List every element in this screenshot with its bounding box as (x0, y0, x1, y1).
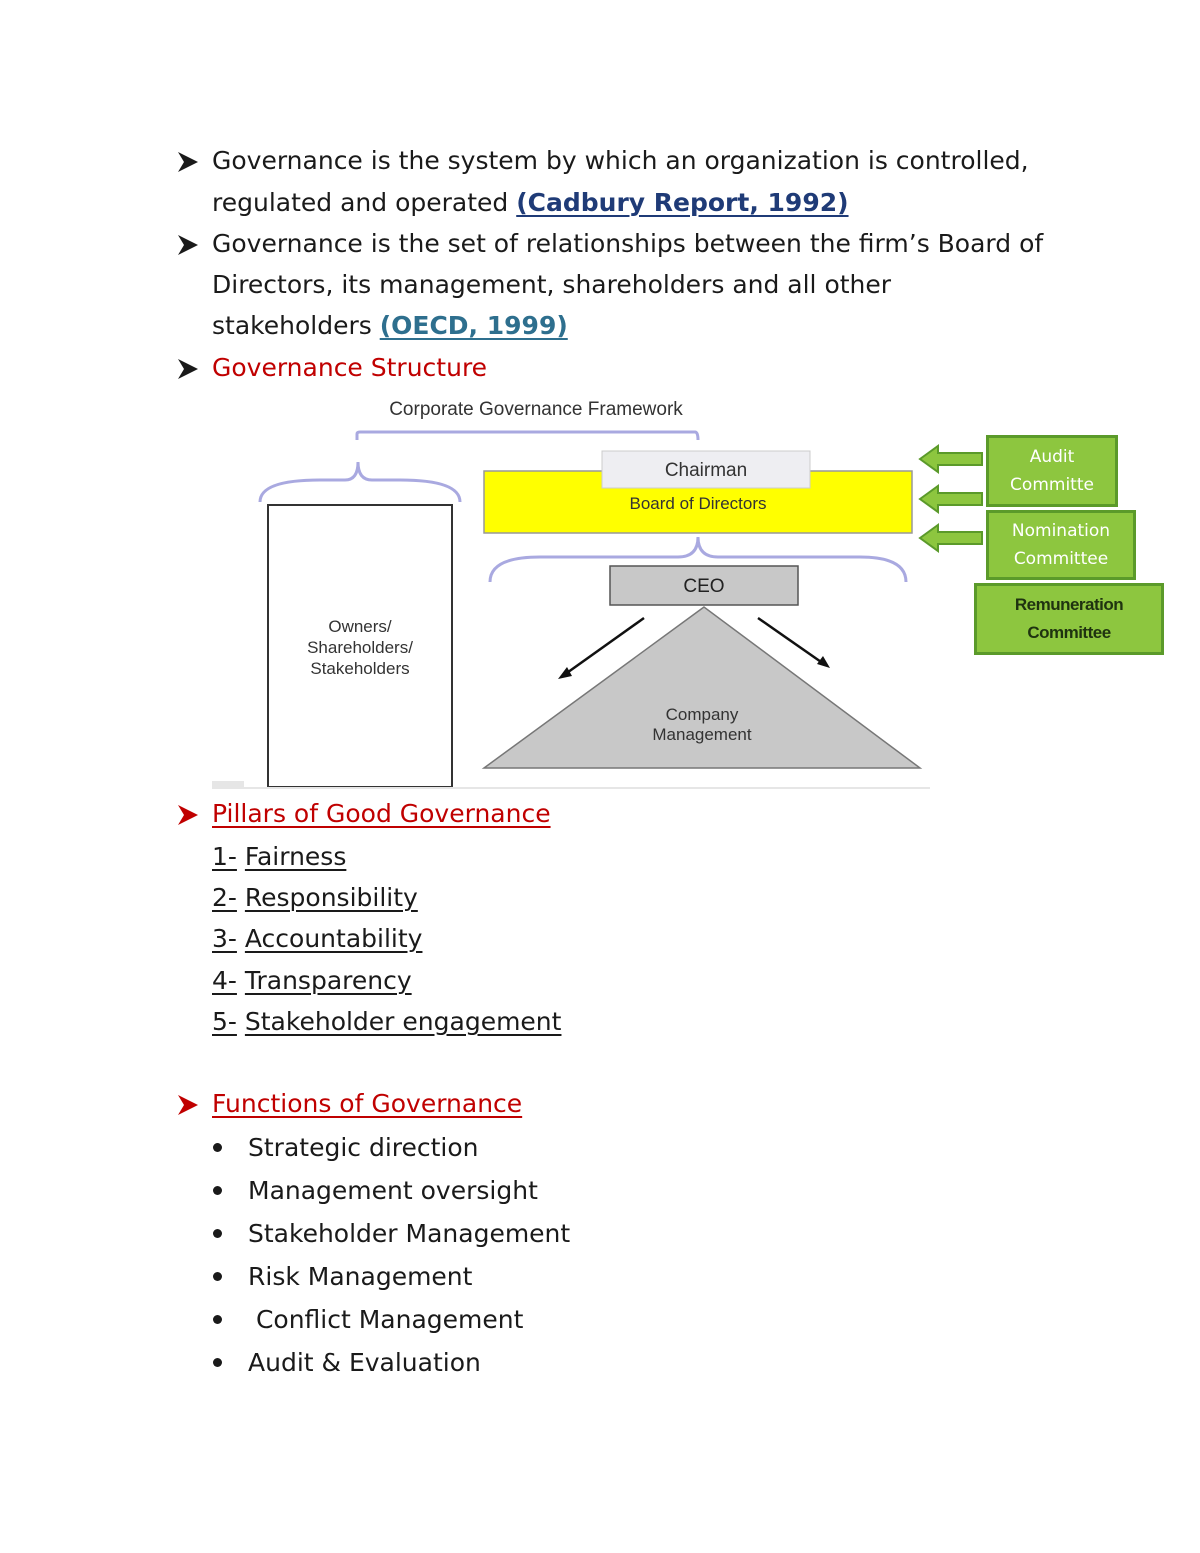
text-line: regulated and operated (212, 188, 517, 217)
pillar-number: 2- (212, 883, 237, 912)
board-label: Board of Directors (629, 494, 767, 513)
arrow-bullet-icon (176, 150, 200, 174)
owners-label-1: Owners/ (328, 617, 392, 636)
committee-pointer-arrow-icon (920, 525, 982, 551)
arrow-bullet-red-icon (176, 1093, 200, 1117)
text-line: Governance is the system by which an organization is controlled, (212, 146, 1029, 175)
pillar-label: Fairness (244, 842, 347, 871)
pillar-label: Stakeholder engagement (244, 1007, 562, 1036)
function-item: Management oversight (248, 1176, 538, 1205)
pillar-item (212, 883, 418, 913)
functions-heading: Functions of Governance (212, 1089, 523, 1118)
ceo-label: CEO (683, 576, 725, 597)
bullet-dot-icon (213, 1186, 222, 1195)
remuneration-committee-box (974, 583, 1164, 655)
pillars-heading: Pillars of Good Governance (212, 799, 551, 828)
bullet-dot-icon (213, 1315, 222, 1324)
pillar-item (212, 1007, 561, 1037)
committee-label: Remuneration (1014, 595, 1124, 614)
committee-label: Committee (1027, 623, 1111, 642)
diagram-title: Corporate Governance Framework (389, 399, 683, 420)
owners-label-2: Shareholders/ (307, 638, 413, 657)
pillar-item (212, 924, 422, 954)
bullet-dot-icon (213, 1229, 222, 1238)
audit-committee-box (986, 435, 1118, 507)
pillar-number: 3- (212, 924, 237, 953)
governance-definition-2-cont (212, 270, 891, 300)
committee-pointer-arrow-icon (920, 446, 982, 472)
committee-label: Committee (1013, 549, 1109, 569)
pillar-item (212, 842, 346, 872)
owners-label-3: Stakeholders (310, 659, 410, 678)
pillar-label: Accountability (244, 924, 423, 953)
committee-label: Audit (1029, 447, 1075, 467)
top-bracket (357, 432, 698, 440)
function-item: Risk Management (248, 1262, 473, 1291)
governance-definition-1 (212, 146, 1029, 176)
bullet-dot-icon (213, 1272, 222, 1281)
pillar-label: Transparency (244, 966, 412, 995)
pillar-number: 5- (212, 1007, 237, 1036)
governance-definition-2-cont2 (212, 311, 568, 341)
function-item: Conflict Management (248, 1305, 524, 1334)
function-item: Audit & Evaluation (248, 1348, 481, 1377)
text-line: Directors, its management, shareholders and all other (212, 270, 892, 299)
bullet-dot-icon (213, 1358, 222, 1367)
pillar-number: 4- (212, 966, 237, 995)
pillar-item (212, 966, 412, 996)
text-line: Governance is the set of relationships between the firm’s Board of (212, 229, 1044, 258)
function-item: Strategic direction (248, 1133, 479, 1162)
arrow-bullet-icon (176, 357, 200, 381)
arrow-bullet-red-icon (176, 803, 200, 827)
governance-definition-1-cont (212, 188, 849, 218)
nomination-committee-box (986, 510, 1136, 580)
management-label-1: Company (665, 705, 739, 724)
arrow-bullet-icon (176, 233, 200, 257)
cadbury-reference-link[interactable]: (Cadbury Report, 1992) (516, 188, 849, 217)
governance-structure-heading: Governance Structure (212, 353, 488, 382)
text-line: stakeholders (212, 311, 380, 340)
committee-pointer-arrow-icon (920, 486, 982, 512)
management-label-2: Management (652, 725, 752, 744)
pillar-label: Responsibility (244, 883, 418, 912)
chairman-label: Chairman (664, 460, 748, 481)
oecd-reference-link[interactable]: (OECD, 1999) (379, 311, 568, 340)
pillar-number: 1- (212, 842, 237, 871)
committee-label: Nomination (1011, 521, 1111, 541)
governance-definition-2 (212, 229, 1043, 259)
committee-label: Committe (1010, 475, 1094, 495)
bullet-dot-icon (213, 1143, 222, 1152)
function-item: Stakeholder Management (248, 1219, 571, 1248)
owners-bracket (260, 462, 460, 502)
